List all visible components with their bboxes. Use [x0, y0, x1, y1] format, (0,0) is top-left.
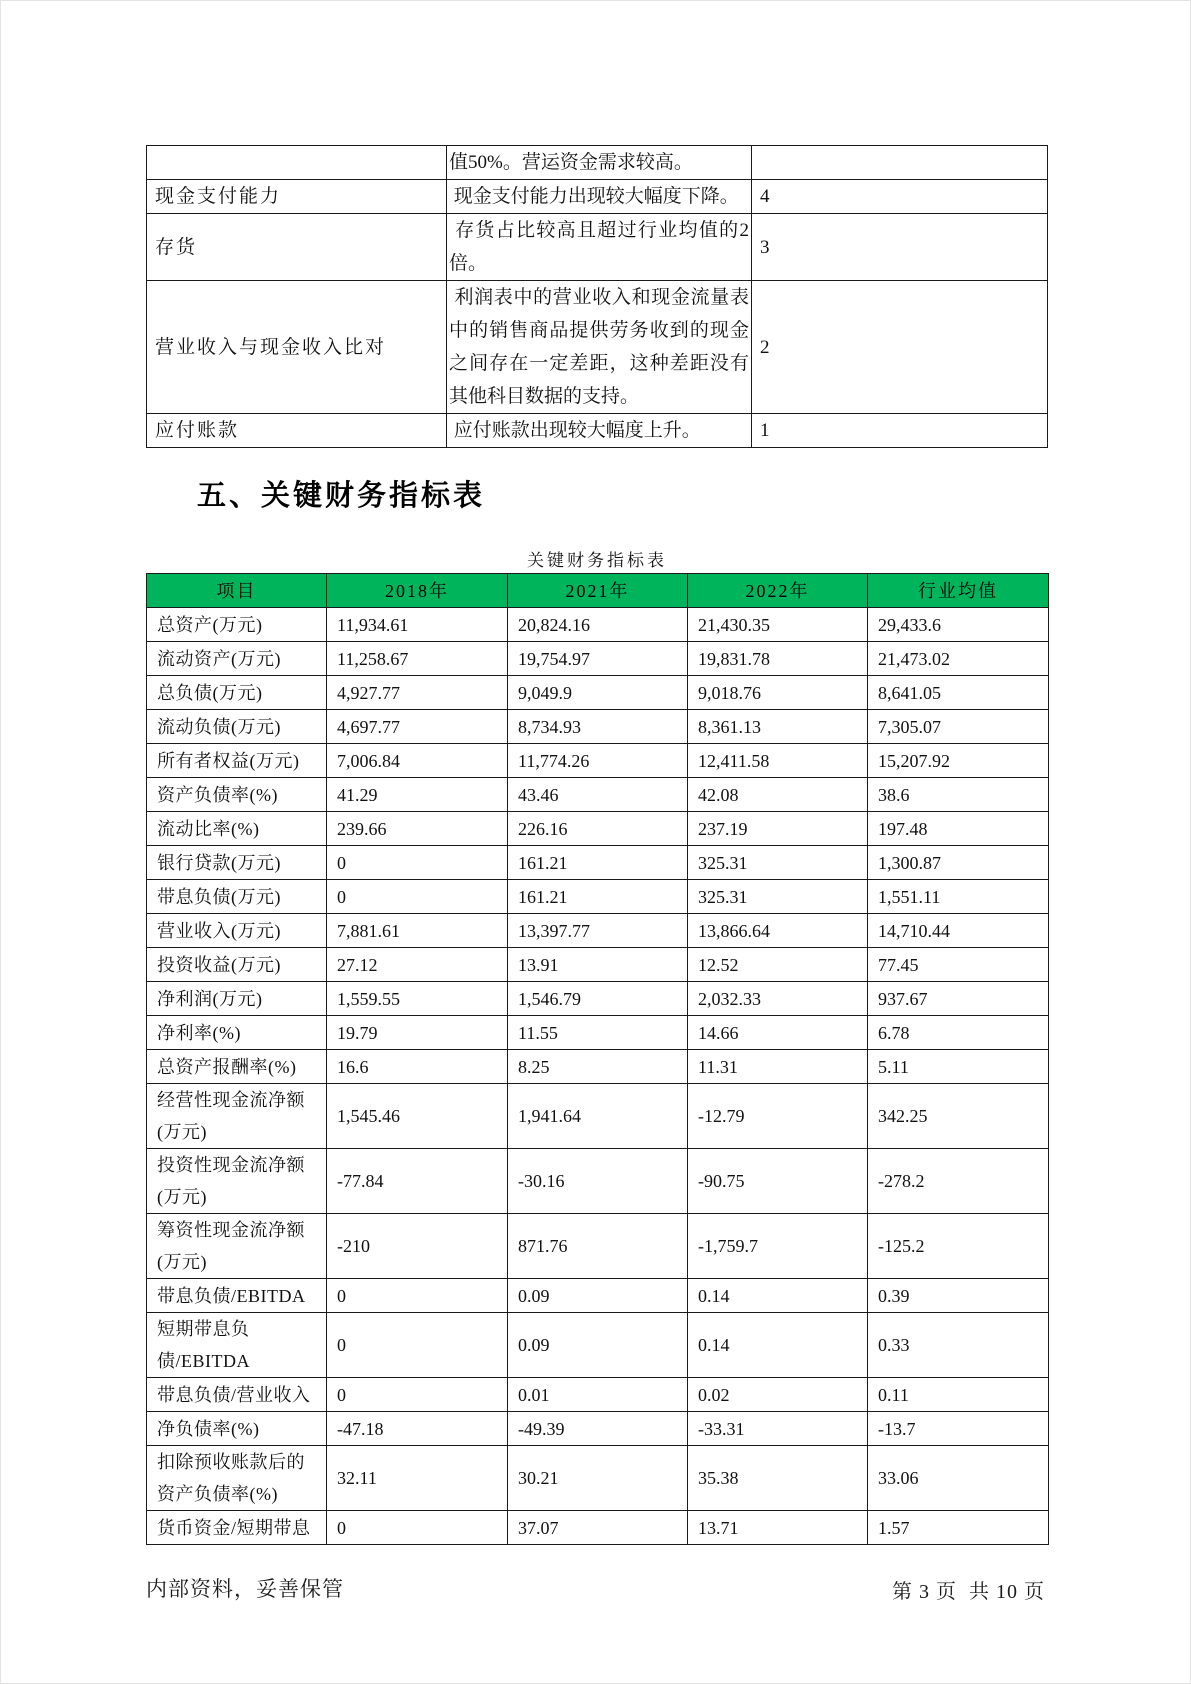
fin-metric-value: 9,018.76 [688, 676, 868, 710]
fin-table-row [147, 982, 1049, 1016]
fin-metric-value: -125.2 [868, 1214, 1049, 1279]
fin-metric-value: 42.08 [688, 778, 868, 812]
fin-metric-value: 19,831.78 [688, 642, 868, 676]
fin-metric-label: 流动比率(%) [147, 812, 327, 846]
fin-metric-label: 净利率(%) [147, 1016, 327, 1050]
fin-metric-value: 13.71 [688, 1511, 868, 1545]
fin-metric-value: 325.31 [688, 846, 868, 880]
fin-metric-value: 1.57 [868, 1511, 1049, 1545]
risk-table-row [147, 281, 1048, 414]
fin-header-2022: 2022年 [688, 574, 868, 608]
fin-metric-value: -90.75 [688, 1149, 868, 1214]
fin-metric-value: 342.25 [868, 1084, 1049, 1149]
fin-header-industry-avg: 行业均值 [868, 574, 1049, 608]
fin-metric-value: 0.33 [868, 1313, 1049, 1378]
fin-metric-label: 投资性现金流净额(万元) [147, 1149, 327, 1214]
fin-metric-label: 总资产(万元) [147, 608, 327, 642]
fin-header-2018: 2018年 [327, 574, 508, 608]
section-heading: 五、关键财务指标表 [197, 480, 486, 512]
fin-metric-value: 35.38 [688, 1446, 868, 1511]
fin-table-row [147, 1446, 1049, 1511]
key-financial-indicators-table [146, 573, 1049, 1545]
risk-item-description: 存货占比较高且超过行业均值的2倍。 [447, 214, 752, 281]
fin-table-row [147, 778, 1049, 812]
fin-metric-value: 0 [327, 846, 508, 880]
fin-metric-value: 0.02 [688, 1378, 868, 1412]
table-caption: 关键财务指标表 [527, 551, 667, 570]
fin-table-row [147, 1149, 1049, 1214]
fin-metric-value: 15,207.92 [868, 744, 1049, 778]
fin-metric-value: 0.39 [868, 1279, 1049, 1313]
fin-table-row [147, 948, 1049, 982]
fin-metric-label: 流动负债(万元) [147, 710, 327, 744]
fin-metric-value: 11,934.61 [327, 608, 508, 642]
fin-header-2021: 2021年 [508, 574, 688, 608]
fin-metric-value: 8.25 [508, 1050, 688, 1084]
fin-table-row [147, 1016, 1049, 1050]
fin-metric-value: 37.07 [508, 1511, 688, 1545]
fin-metric-value: 0.11 [868, 1378, 1049, 1412]
risk-item-score: 1 [752, 414, 1048, 448]
fin-metric-label: 投资收益(万元) [147, 948, 327, 982]
fin-metric-value: 8,641.05 [868, 676, 1049, 710]
fin-metric-value: 9,049.9 [508, 676, 688, 710]
fin-metric-value: 2,032.33 [688, 982, 868, 1016]
fin-metric-value: 19,754.97 [508, 642, 688, 676]
fin-metric-value: -13.7 [868, 1412, 1049, 1446]
fin-metric-value: 7,006.84 [327, 744, 508, 778]
risk-item-description: 利润表中的营业收入和现金流量表中的销售商品提供劳务收到的现金之间存在一定差距，这种差距没有其他科目数据的支持。 [447, 281, 752, 414]
fin-metric-value: 11,774.26 [508, 744, 688, 778]
fin-metric-value: 325.31 [688, 880, 868, 914]
fin-metric-value: 0.14 [688, 1279, 868, 1313]
footer-confidential-note: 内部资料，妥善保管 [146, 1578, 344, 1601]
fin-table-row [147, 914, 1049, 948]
fin-metric-label: 营业收入(万元) [147, 914, 327, 948]
fin-metric-label: 所有者权益(万元) [147, 744, 327, 778]
fin-metric-value: -77.84 [327, 1149, 508, 1214]
fin-metric-value: 197.48 [868, 812, 1049, 846]
fin-metric-value: 16.6 [327, 1050, 508, 1084]
fin-metric-value: 30.21 [508, 1446, 688, 1511]
fin-metric-label: 经营性现金流净额(万元) [147, 1084, 327, 1149]
fin-metric-value: 20,824.16 [508, 608, 688, 642]
fin-metric-value: 43.46 [508, 778, 688, 812]
fin-metric-value: 0.09 [508, 1313, 688, 1378]
fin-metric-value: 0.14 [688, 1313, 868, 1378]
fin-metric-value: 7,305.07 [868, 710, 1049, 744]
fin-table-row [147, 1412, 1049, 1446]
risk-item-score: 4 [752, 180, 1048, 214]
fin-metric-value: 871.76 [508, 1214, 688, 1279]
fin-table-header-row [147, 574, 1049, 608]
fin-metric-label: 净负债率(%) [147, 1412, 327, 1446]
footer-page-number: 第 3 页 共 10 页 [892, 1581, 1045, 1603]
fin-metric-value: 11,258.67 [327, 642, 508, 676]
risk-item-label [147, 146, 447, 180]
fin-metric-value: 33.06 [868, 1446, 1049, 1511]
fin-metric-value: 0 [327, 1313, 508, 1378]
fin-metric-value: 32.11 [327, 1446, 508, 1511]
fin-metric-value: -47.18 [327, 1412, 508, 1446]
fin-metric-value: -210 [327, 1214, 508, 1279]
risk-item-score: 3 [752, 214, 1048, 281]
fin-metric-value: 21,430.35 [688, 608, 868, 642]
risk-table-row [147, 214, 1048, 281]
fin-metric-value: 0.09 [508, 1279, 688, 1313]
fin-metric-value: 8,361.13 [688, 710, 868, 744]
fin-table-row [147, 1313, 1049, 1378]
fin-metric-value: 11.31 [688, 1050, 868, 1084]
fin-metric-label: 筹资性现金流净额(万元) [147, 1214, 327, 1279]
fin-metric-label: 总资产报酬率(%) [147, 1050, 327, 1084]
fin-metric-value: -12.79 [688, 1084, 868, 1149]
risk-table-row [147, 414, 1048, 448]
fin-metric-label: 带息负债/EBITDA [147, 1279, 327, 1313]
fin-metric-label: 银行贷款(万元) [147, 846, 327, 880]
fin-metric-value: 4,927.77 [327, 676, 508, 710]
fin-metric-value: -49.39 [508, 1412, 688, 1446]
fin-metric-value: 239.66 [327, 812, 508, 846]
fin-metric-value: 0 [327, 880, 508, 914]
fin-metric-label: 净利润(万元) [147, 982, 327, 1016]
fin-table-row [147, 1511, 1049, 1545]
fin-metric-value: 8,734.93 [508, 710, 688, 744]
fin-table-row [147, 744, 1049, 778]
fin-metric-value: 0 [327, 1279, 508, 1313]
fin-table-row [147, 846, 1049, 880]
fin-metric-value: 0 [327, 1511, 508, 1545]
fin-metric-value: 1,546.79 [508, 982, 688, 1016]
fin-metric-value: 41.29 [327, 778, 508, 812]
fin-metric-value: 13,397.77 [508, 914, 688, 948]
risk-item-description: 现金支付能力出现较大幅度下降。 [447, 180, 752, 214]
risk-item-score [752, 146, 1048, 180]
fin-metric-value: 14,710.44 [868, 914, 1049, 948]
risk-item-label: 应付账款 [147, 414, 447, 448]
fin-metric-value: 1,551.11 [868, 880, 1049, 914]
fin-metric-value: 12,411.58 [688, 744, 868, 778]
fin-metric-value: 21,473.02 [868, 642, 1049, 676]
risk-score-table-body [147, 146, 1048, 448]
fin-table-row [147, 1084, 1049, 1149]
fin-metric-value: 38.6 [868, 778, 1049, 812]
fin-metric-label: 货币资金/短期带息 [147, 1511, 327, 1545]
fin-table-row [147, 1378, 1049, 1412]
fin-metric-value: 7,881.61 [327, 914, 508, 948]
fin-metric-label: 资产负债率(%) [147, 778, 327, 812]
fin-metric-value: 27.12 [327, 948, 508, 982]
risk-item-label: 存货 [147, 214, 447, 281]
fin-metric-label: 短期带息负债/EBITDA [147, 1313, 327, 1378]
risk-table-row [147, 146, 1048, 180]
fin-table-row [147, 642, 1049, 676]
fin-metric-label: 扣除预收账款后的资产负债率(%) [147, 1446, 327, 1511]
risk-item-description: 应付账款出现较大幅度上升。 [447, 414, 752, 448]
fin-metric-value: 1,545.46 [327, 1084, 508, 1149]
fin-table-row [147, 710, 1049, 744]
fin-metric-value: 11.55 [508, 1016, 688, 1050]
fin-table-row [147, 812, 1049, 846]
fin-metric-value: 161.21 [508, 880, 688, 914]
fin-metric-label: 带息负债(万元) [147, 880, 327, 914]
risk-item-score: 2 [752, 281, 1048, 414]
risk-table-row [147, 180, 1048, 214]
fin-table-body [147, 608, 1049, 1545]
fin-metric-value: 77.45 [868, 948, 1049, 982]
fin-metric-value: 4,697.77 [327, 710, 508, 744]
fin-header-item: 项目 [147, 574, 327, 608]
fin-metric-value: 6.78 [868, 1016, 1049, 1050]
fin-metric-value: 237.19 [688, 812, 868, 846]
fin-metric-value: -30.16 [508, 1149, 688, 1214]
fin-metric-value: 13.91 [508, 948, 688, 982]
fin-table-row [147, 1279, 1049, 1313]
fin-metric-value: 5.11 [868, 1050, 1049, 1084]
risk-item-description: 值50%。营运资金需求较高。 [447, 146, 752, 180]
fin-table-row [147, 880, 1049, 914]
fin-metric-value: 12.52 [688, 948, 868, 982]
fin-metric-value: 29,433.6 [868, 608, 1049, 642]
risk-item-label: 营业收入与现金收入比对 [147, 281, 447, 414]
fin-metric-value: -278.2 [868, 1149, 1049, 1214]
fin-metric-value: 1,300.87 [868, 846, 1049, 880]
fin-table-row [147, 1050, 1049, 1084]
fin-metric-value: 0 [327, 1378, 508, 1412]
fin-table-row [147, 608, 1049, 642]
fin-metric-value: 19.79 [327, 1016, 508, 1050]
fin-metric-value: -1,759.7 [688, 1214, 868, 1279]
fin-metric-value: 1,941.64 [508, 1084, 688, 1149]
risk-item-label: 现金支付能力 [147, 180, 447, 214]
fin-metric-value: 937.67 [868, 982, 1049, 1016]
fin-table-row [147, 676, 1049, 710]
fin-metric-value: 1,559.55 [327, 982, 508, 1016]
fin-metric-value: 13,866.64 [688, 914, 868, 948]
fin-metric-value: 226.16 [508, 812, 688, 846]
fin-metric-label: 流动资产(万元) [147, 642, 327, 676]
risk-score-table [146, 145, 1048, 448]
fin-table-row [147, 1214, 1049, 1279]
fin-metric-value: 0.01 [508, 1378, 688, 1412]
fin-metric-value: -33.31 [688, 1412, 868, 1446]
fin-metric-label: 总负债(万元) [147, 676, 327, 710]
fin-metric-label: 带息负债/营业收入 [147, 1378, 327, 1412]
fin-metric-value: 14.66 [688, 1016, 868, 1050]
fin-metric-value: 161.21 [508, 846, 688, 880]
